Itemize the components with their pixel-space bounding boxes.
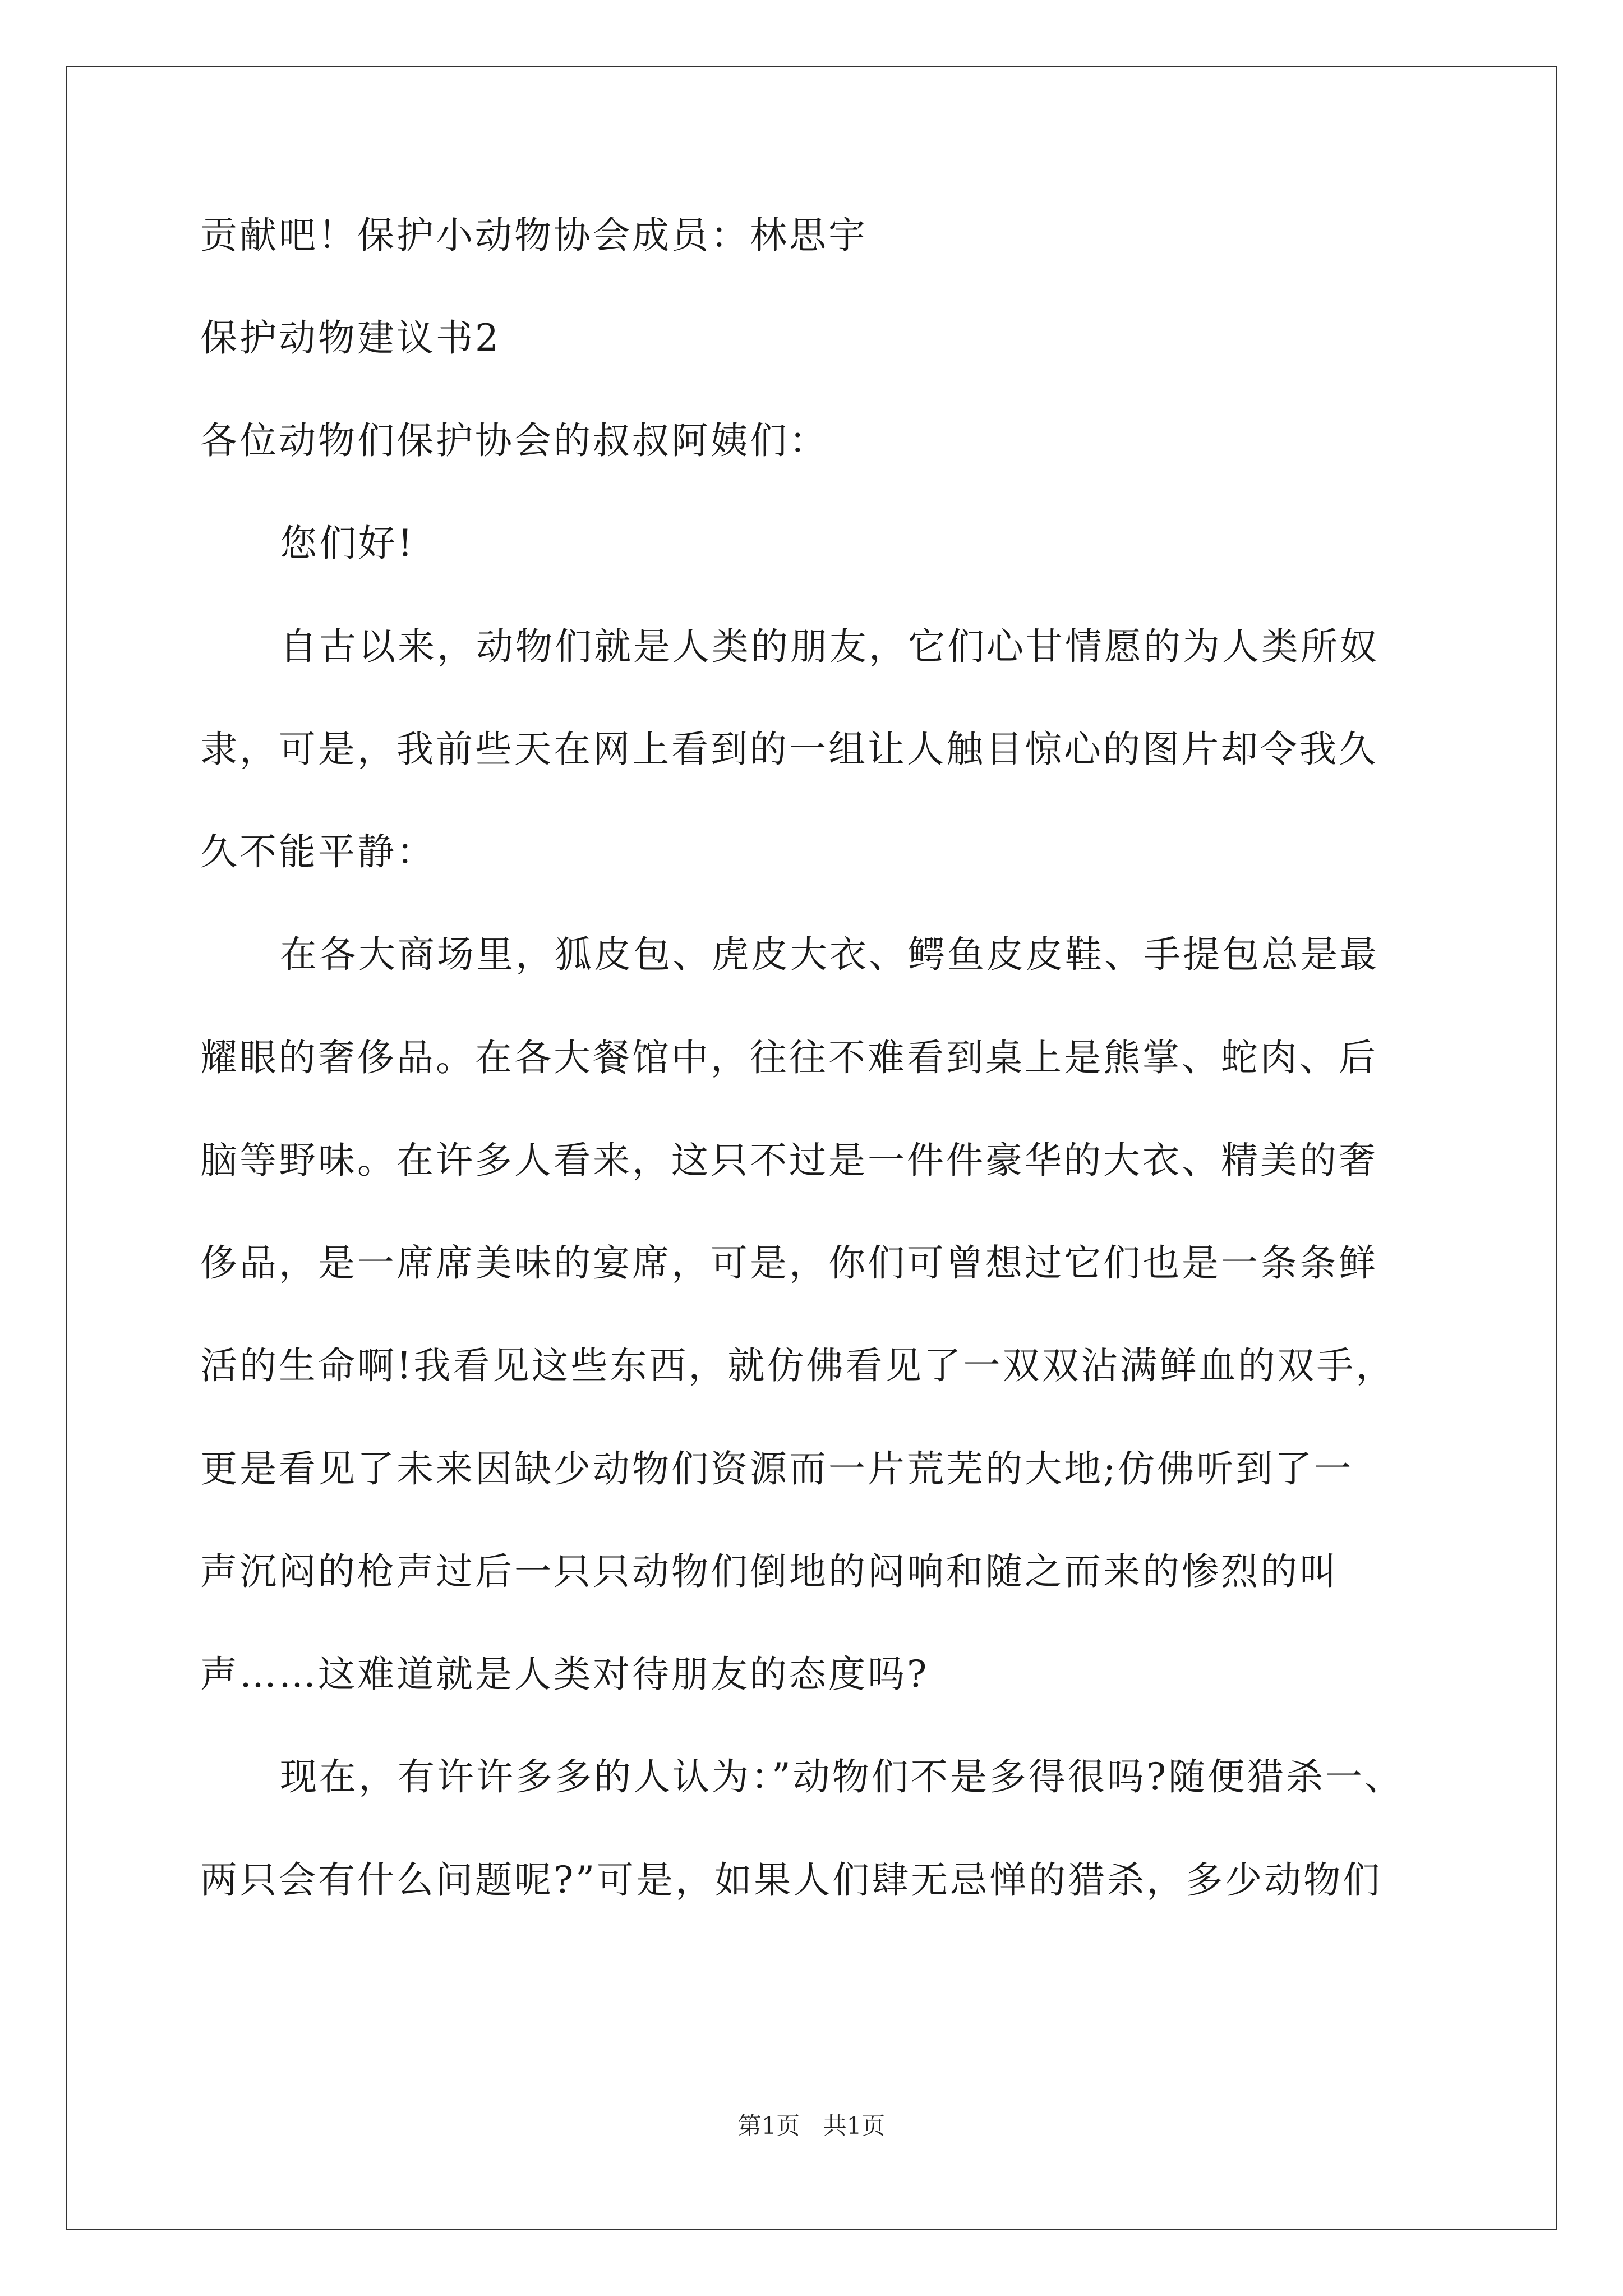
paragraph-line: 两只会有什么问题呢?”可是，如果人们肆无忌惮的猎杀，多少动物们 [200, 1858, 1382, 1902]
page-number: 第1页 [737, 2112, 800, 2139]
paragraph-line: 在各大商场里，狐皮包、虎皮大衣、鳄鱼皮皮鞋、手提包总是最 [280, 933, 1379, 976]
greeting: 您们好! [280, 522, 415, 565]
paragraph-line: 隶，可是，我前些天在网上看到的一组让人触目惊心的图片却令我久 [200, 728, 1378, 771]
paragraph-line: 更是看见了未来因缺少动物们资源而一片荒芜的大地;仿佛听到了一 [200, 1447, 1354, 1490]
page-total: 共1页 [823, 2112, 886, 2139]
salutation: 各位动物们保护协会的叔叔阿姨们： [200, 419, 828, 462]
paragraph-line: 现在，有许许多多的人认为：”动物们不是多得很吗?随便猎杀一、 [280, 1755, 1404, 1798]
paragraph-line: 自古以来，动物们就是人类的朋友，它们心甘情愿的为人类所奴 [280, 625, 1379, 668]
paragraph-line: 耀眼的奢侈品。在各大餐馆中，往往不难看到桌上是熊掌、蛇肉、后 [200, 1036, 1378, 1079]
paragraph-line: 声沉闷的枪声过后一只只动物们倒地的闷响和随之而来的惨烈的叫 [200, 1550, 1339, 1593]
paragraph-line: 久不能平静： [200, 830, 436, 873]
document-title: 保护动物建议书2 [200, 316, 501, 360]
paragraph-line: 侈品，是一席席美味的宴席，可是，你们可曾想过它们也是一条条鲜 [200, 1241, 1378, 1285]
page-footer [0, 2109, 1623, 2143]
closing-line: 贡献吧！保护小动物协会成员：林思宇 [200, 214, 868, 257]
paragraph-line: 声……这难道就是人类对待朋友的态度吗? [200, 1653, 929, 1696]
paragraph-line: 活的生命啊!我看见这些东西，就仿佛看见了一双双沾满鲜血的双手， [200, 1344, 1395, 1387]
paragraph-line: 脑等野味。在许多人看来，这只不过是一件件豪华的大衣、精美的奢 [200, 1139, 1378, 1182]
